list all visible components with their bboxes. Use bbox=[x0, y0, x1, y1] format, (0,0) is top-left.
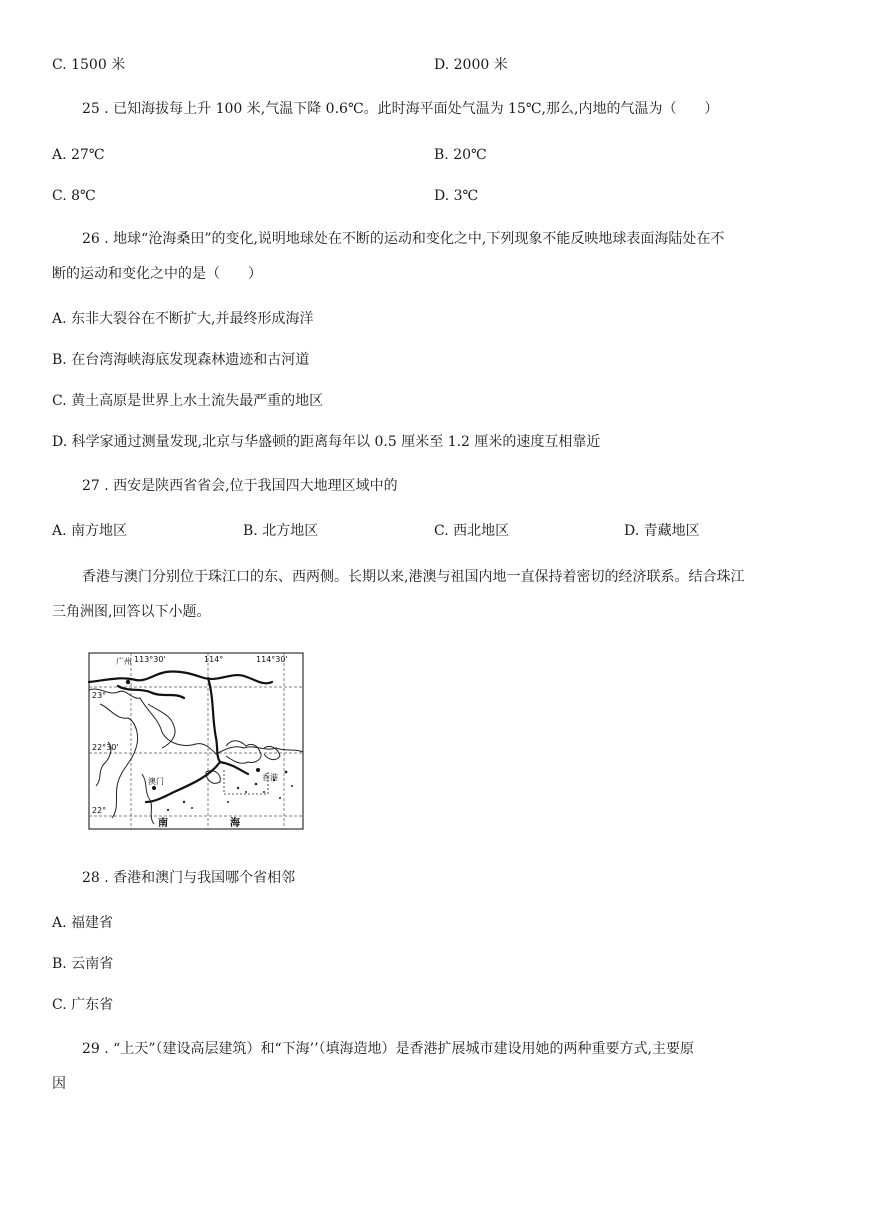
option-b: B. 北方地区 bbox=[243, 523, 319, 539]
question-29-stem-cont: 因 bbox=[52, 1076, 66, 1092]
option-b: B. 20℃ bbox=[434, 147, 487, 163]
question-28-stem: 28 . 香港和澳门与我国哪个省相邻 bbox=[82, 870, 296, 886]
option-d: D. 2000 米 bbox=[434, 57, 508, 73]
longitude-label: 114° bbox=[204, 655, 224, 664]
option-d: D. 青藏地区 bbox=[624, 523, 700, 539]
longitude-label: 114°30' bbox=[256, 655, 288, 664]
option-d: D. 科学家通过测量发现,北京与华盛顿的距离每年以 0.5 厘米至 1.2 厘米的速度互相靠近 bbox=[52, 434, 601, 450]
sea-label: 海 bbox=[230, 818, 240, 829]
question-26-stem-cont: 断的运动和变化之中的是（ ） bbox=[52, 266, 262, 282]
option-a: A. 东非大裂谷在不断扩大,并最终形成海洋 bbox=[52, 311, 314, 327]
option-c: C. 1500 米 bbox=[52, 57, 126, 73]
latitude-label: 23° bbox=[92, 691, 107, 700]
question-29-stem: 29 . “上天”（建设高层建筑）和“下海’’（填海造地）是香港扩展城市建设用她的两种重要方式,主要原 bbox=[82, 1041, 694, 1057]
option-c: C. 黄土高原是世界上水土流失最严重的地区 bbox=[52, 393, 324, 409]
option-c: C. 8℃ bbox=[52, 188, 96, 204]
sea-label: 南 bbox=[158, 818, 168, 829]
guangzhou-label: 广州 bbox=[116, 657, 132, 666]
option-c: C. 广东省 bbox=[52, 997, 114, 1013]
hongkong-marker bbox=[256, 768, 260, 772]
option-b: B. 云南省 bbox=[52, 956, 114, 972]
option-d: D. 3℃ bbox=[434, 188, 479, 204]
macau-label: 澳门 bbox=[148, 777, 164, 786]
option-a: A. 27℃ bbox=[52, 147, 105, 163]
option-a: A. 福建省 bbox=[52, 915, 114, 931]
option-b: B. 在台湾海峡海底发现森林遗迹和古河道 bbox=[52, 352, 310, 368]
question-25-stem: 25 . 已知海拔每上升 100 米,气温下降 0.6℃。此时海平面处气温为 15℃,那么,内地的气温为（ ） bbox=[82, 101, 719, 117]
passage-text-cont: 三角洲图,回答以下小题。 bbox=[52, 604, 211, 620]
latitude-label: 22°30' bbox=[92, 743, 119, 752]
pearl-river-delta-map bbox=[88, 652, 304, 830]
question-26-stem: 26 . 地球“沧海桑田”的变化,说明地球处在不断的运动和变化之中,下列现象不能反映地球表面海陆处在不 bbox=[82, 231, 725, 247]
option-a: A. 南方地区 bbox=[52, 523, 128, 539]
latitude-label: 22° bbox=[92, 806, 107, 815]
question-27-stem: 27 . 西安是陕西省省会,位于我国四大地理区域中的 bbox=[82, 478, 398, 494]
longitude-label: 113°30' bbox=[134, 655, 166, 664]
hongkong-label: 香港 bbox=[262, 773, 278, 782]
option-c: C. 西北地区 bbox=[434, 523, 510, 539]
macau-marker bbox=[152, 786, 156, 790]
passage-text: 香港与澳门分别位于珠江口的东、西两侧。长期以来,港澳与祖国内地一直保持着密切的经济联系。结合珠江 bbox=[82, 569, 745, 585]
guangzhou-marker bbox=[126, 680, 130, 684]
